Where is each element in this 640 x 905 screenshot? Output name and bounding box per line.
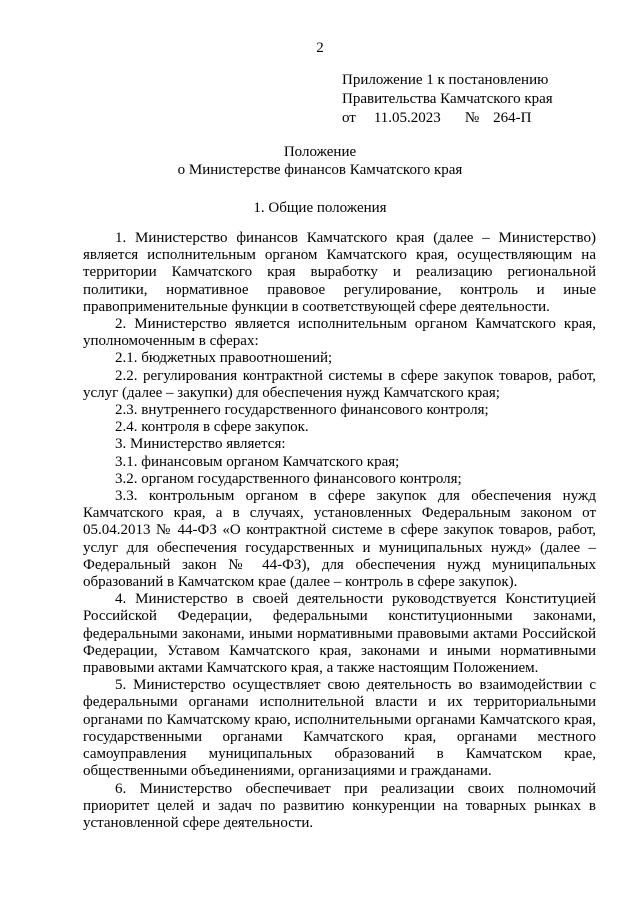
paragraph-5: 5. Министерство осуществляет свою деятельность во взаимодействии с федеральными органами исполнительной власти и их территориальными органами по Камчатскому краю, исполнительными органами Камчатского края, государственными органами Камчатского края, органами местного самоуправления муниципальных образований в Камчатском крае, общественными объединениями, организациями и гражданами. (83, 677, 596, 780)
document-subtitle: о Министерстве финансов Камчатского края (177, 162, 463, 178)
annex-date: 11.05.2023 (373, 110, 441, 126)
annex-line-3 (342, 109, 553, 128)
annex-line-1: Приложение 1 к постановлению (342, 72, 549, 88)
annex-number-label: № (464, 110, 480, 126)
annex-header (342, 71, 553, 128)
paragraph-3-1: 3.1. финансовым органом Камчатского края; (115, 453, 400, 470)
paragraph-2: 2. Министерство является исполнительным органом Камчатского края, уполномоченным в сферах: (83, 316, 596, 350)
annex-number: 264-П (493, 110, 532, 126)
paragraph-2-3: 2.3. внутреннего государственного финансового контроля; (115, 402, 489, 419)
paragraph-1: 1. Министерство финансов Камчатского края (далее – Министерство) является исполнительным органом Камчатского края, осуществляющим на территории Камчатского края выработку и реализацию региональной политики, нормативное правовое регулирование, контроль и иные правоприменительные функции в соответствующей сфере деятельности. (83, 230, 596, 315)
annex-from-label: от (342, 110, 356, 126)
paragraph-3-3: 3.3. контрольным органом в сфере закупок для обеспечения нужд Камчатского края, а в случаях, установленных Федеральным законом от 05.04.2013 № 44-ФЗ «О контрактной системе в сфере закупок товаров, работ, услуг для обеспечения государственных и муниципальных нужд» (далее – Федеральный закон № 44-ФЗ), для обеспечения нужд муниципальных образований в Камчатском крае (далее – контроль в сфере закупок). (83, 488, 596, 591)
annex-line-2: Правительства Камчатского края (342, 91, 553, 107)
paragraph-3: 3. Министерство является: (115, 436, 286, 453)
paragraph-2-2: 2.2. регулирования контрактной системы в сфере закупок товаров, работ, услуг (далее – закупки) для обеспечения нужд Камчатского края; (83, 367, 596, 401)
document-body (83, 230, 596, 832)
document-title: Положение (283, 144, 357, 160)
section-heading: 1. Общие положения (253, 200, 387, 216)
paragraph-3-2: 3.2. органом государственного финансового контроля; (115, 470, 462, 487)
paragraph-4: 4. Министерство в своей деятельности руководствуется Конституцией Российской Федерации, федеральными конституционными законами, федеральными законами, иными нормативными правовыми актами Российской Федерации, Уставом Камчатского края, законами и иными нормативными правовыми актами Камчатского края, а также настоящим Положением. (83, 591, 596, 677)
paragraph-6: 6. Министерство обеспечивает при реализации своих полномочий приоритет целей и задач по развитию конкуренции на товарных рынках в установленной сфере деятельности. (83, 780, 596, 831)
paragraph-2-1: 2.1. бюджетных правоотношений; (115, 350, 333, 367)
paragraph-2-4: 2.4. контроля в сфере закупок. (115, 419, 309, 436)
page-number: 2 (316, 40, 324, 56)
